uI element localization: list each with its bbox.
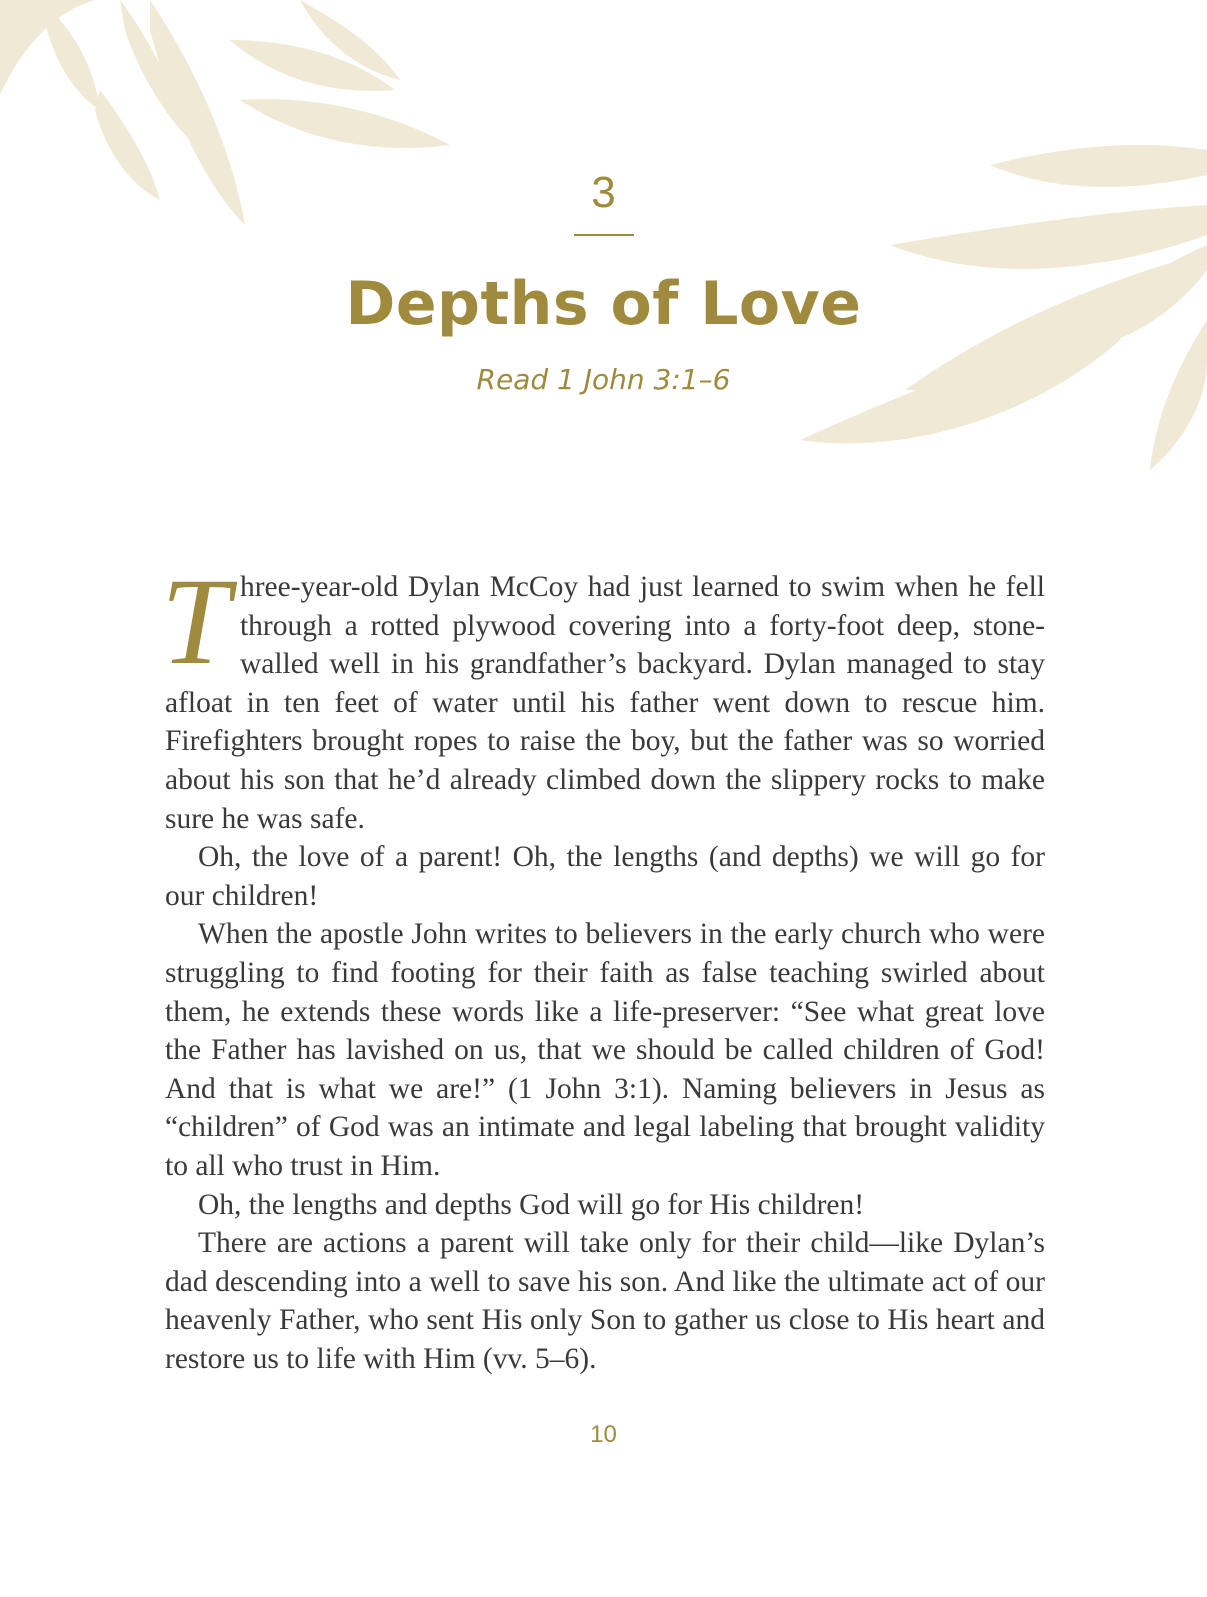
drop-cap: T [161, 553, 230, 690]
body-text [161, 553, 1045, 1378]
scripture-reading: Read 1 John 3:1–6 [476, 363, 731, 396]
leaf-decoration [0, 0, 1207, 500]
chapter-number: 3 [591, 168, 616, 217]
page-number: 10 [590, 1421, 617, 1448]
paragraph: Oh, the lengths and depths God will go for His children! [198, 1188, 865, 1221]
paragraph [161, 553, 1045, 838]
paragraph-text: hree-year-old Dylan McCoy had just learned to swim when he fell through a rotted plywood covering into a forty-foot deep, stone-walled well in his grandfather’s backyard. Dylan managed to stay afloat in ten feet of water until his father went down to rescue him. Firefighters brought ropes to raise the boy, but the father was so worried about his son that he’d already climbed down the slippery rocks to make sure he was safe. [165, 571, 1045, 835]
paragraph: When the apostle John writes to believers in the early church who were struggling to find footing for their faith as false teaching swirled about them, he extends these words like a life-preserver: “See what great love the Father has lavished on us, that we should be called children of God! And that is what we are!” (1 John 3:1). Naming believers in Jesus as “children” of God was an intimate and legal labeling that brought validity to all who trust in Him. [165, 918, 1045, 1182]
chapter-divider [574, 234, 634, 236]
chapter-title: Depths of Love [345, 269, 862, 339]
paragraph: Oh, the love of a parent! Oh, the lengths (and depths) we will go for our children! [165, 841, 1045, 912]
paragraph: There are actions a parent will take only for their child—like Dylan’s dad descending into a well to save his son. And like the ultimate act of our heavenly Father, who sent His only Son to gather us close to His heart and restore us to life with Him (vv. 5–6). [165, 1227, 1045, 1375]
